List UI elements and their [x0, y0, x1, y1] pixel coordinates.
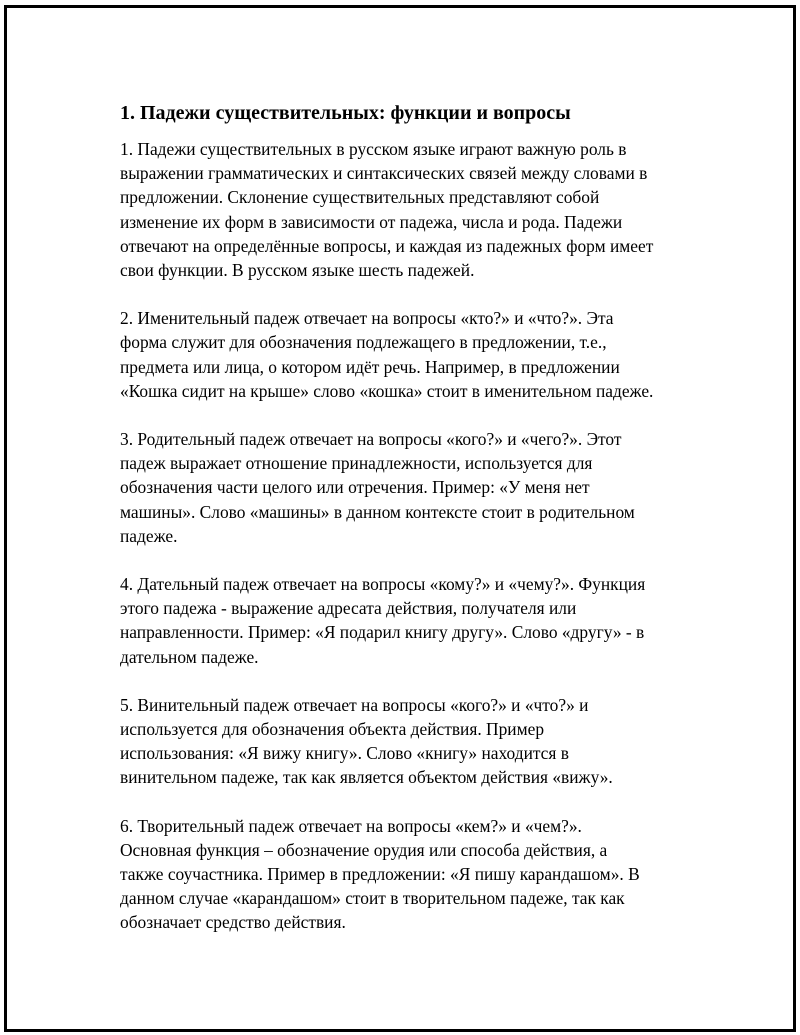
text-line: предложении. Склонение существительных представляют собой — [120, 187, 600, 208]
text-line: используется для обозначения объекта действия. Пример — [120, 719, 545, 740]
text-line: дательном падеже. — [120, 646, 259, 667]
text-line: падеж выражает отношение принадлежности, используется для — [120, 453, 593, 474]
text-line: обозначает средство действия. — [120, 912, 346, 933]
text-line: форма служит для обозначения подлежащего в предложении, т.е., — [120, 332, 607, 353]
text-line: направленности. Пример: «Я подарил книгу другу». Слово «другу» - в — [120, 622, 645, 643]
text-line: данном случае «карандашом» стоит в творительном падеже, так как — [120, 888, 625, 909]
text-line: 3. Родительный падеж отвечает на вопросы «кого?» и «чего?». Этот — [120, 429, 622, 450]
text-line: машины». Слово «машины» в данном контексте стоит в родительном — [120, 501, 635, 522]
text-line: Основная функция – обозначение орудия или способа действия, а — [120, 839, 608, 860]
text-line: 6. Творительный падеж отвечает на вопросы «кем?» и «чем?». — [120, 815, 582, 836]
section-heading: 1. Падежи существительных: функции и вопросы — [120, 102, 571, 124]
text-line: также соучастника. Пример в предложении: «Я пишу карандашом». В — [120, 864, 640, 885]
document-content — [120, 100, 710, 959]
text-line: использования: «Я вижу книгу». Слово «книгу» находится в — [120, 743, 569, 764]
text-line: свои функции. В русском языке шесть падежей. — [120, 260, 475, 281]
text-line: выражении грамматических и синтаксических связей между словами в — [120, 163, 648, 184]
text-line: изменение их форм в зависимости от падежа, числа и рода. Падежи — [120, 211, 623, 232]
text-line: 1. Падежи существительных в русском языке играют важную роль в — [120, 139, 627, 159]
text-line: отвечают на определённые вопросы, и каждая из падежных форм имеет — [120, 235, 654, 256]
paragraph-genitive — [120, 427, 710, 548]
text-line: падеже. — [120, 525, 178, 546]
page-frame — [4, 5, 796, 1032]
text-line: 5. Винительный падеж отвечает на вопросы «кого?» и «что?» и — [120, 694, 589, 715]
paragraph-intro — [120, 137, 710, 282]
text-line: 4. Дательный падеж отвечает на вопросы «кому?» и «чему?». Функция — [120, 574, 646, 595]
text-line: этого падежа - выражение адресата действия, получателя или — [120, 598, 577, 619]
paragraph-instrumental — [120, 814, 710, 935]
text-line: обозначения части целого или отречения. Пример: «У меня нет — [120, 477, 590, 498]
text-line: предмета или лица, о котором идёт речь. Например, в предложении — [120, 356, 620, 377]
text-line: «Кошка сидит на крыше» слово «кошка» стоит в именительном падеже. — [120, 380, 654, 401]
paragraph-accusative — [120, 693, 710, 790]
text-line: винительном падеже, так как является объектом действия «вижу». — [120, 767, 613, 788]
text-line: 2. Именительный падеж отвечает на вопросы «кто?» и «что?». Эта — [120, 308, 614, 329]
paragraph-dative — [120, 572, 710, 669]
paragraph-nominative — [120, 306, 710, 403]
